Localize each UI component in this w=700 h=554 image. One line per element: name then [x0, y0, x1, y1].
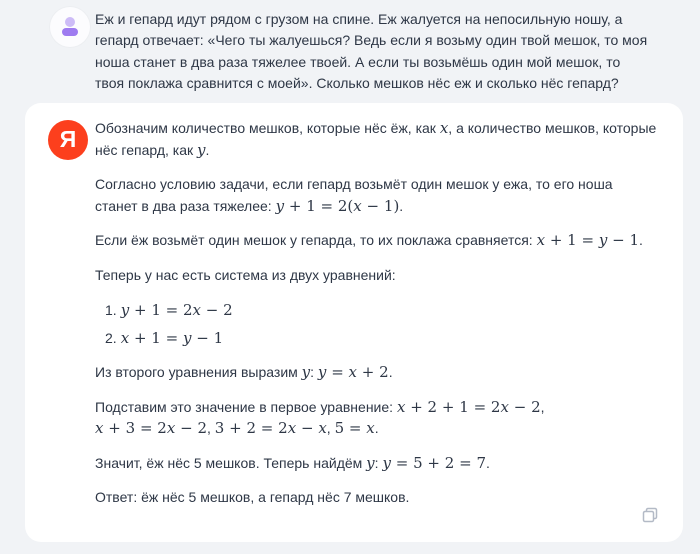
- user-message: [50, 7, 651, 94]
- answer-paragraph: Согласно условию задачи, если гепард возьмёт один мешок у ежа, то его ноша станет в два раза тяжелее: y + 1 = 2(x − 1).: [95, 176, 613, 215]
- list-marker: 1.: [105, 302, 117, 318]
- person-icon: [60, 17, 80, 37]
- answer-paragraph: Ответ: ёж нёс 5 мешков, а гепард нёс 7 мешков.: [95, 489, 410, 505]
- list-marker: 2.: [105, 330, 117, 346]
- copy-icon: [640, 505, 660, 525]
- equations-list: [105, 299, 657, 349]
- person-icon-head: [65, 17, 75, 27]
- copy-button[interactable]: [637, 502, 663, 528]
- answer-paragraph: Значит, ёж нёс 5 мешков. Теперь найдём y: y = 5 + 2 = 7.: [95, 453, 490, 472]
- yandex-logo-letter: Я: [59, 125, 77, 152]
- assistant-message-card: [25, 103, 683, 542]
- user-message-text: Еж и гепард идут рядом с грузом на спине. Еж жалуется на непосильную ношу, а гепард отвечает: «Чего ты жалуешься? Ведь если я возьму один твой мешок, то моя ноша станет в два раза тяжелее твоей. А если ты возьмёшь один мой мешок, то твоя поклажа сравнится с моей». Сколько мешков нёс еж и сколько нёс гепард?: [95, 11, 648, 91]
- yandex-avatar: [48, 120, 88, 160]
- assistant-message-text: [95, 118, 657, 509]
- equation-text: x + 1 = y − 1: [120, 329, 224, 347]
- answer-paragraph: Подставим это значение в первое уравнение: x + 2 + 1 = 2x − 2, x + 3 = 2x − 2, 3 + 2 = 2x − x, 5 = x.: [95, 397, 545, 437]
- answer-paragraph: Если ёж возьмёт один мешок у гепарда, то их поклажа сравняется: x + 1 = y − 1.: [95, 231, 643, 249]
- answer-paragraph: Обозначим количество мешков, которые нёс ёж, как x, а количество мешков, которые нёс гепард, как y.: [95, 119, 657, 159]
- answer-paragraph: Из второго уравнения выразим y: y = x + 2.: [95, 363, 393, 381]
- user-avatar: [50, 7, 90, 47]
- equation-text: y + 1 = 2x − 2: [120, 301, 233, 319]
- person-icon-body: [62, 28, 78, 36]
- equation-item: [105, 299, 657, 321]
- answer-paragraph: Теперь у нас есть система из двух уравнений:: [95, 266, 396, 283]
- equation-item: [105, 327, 657, 349]
